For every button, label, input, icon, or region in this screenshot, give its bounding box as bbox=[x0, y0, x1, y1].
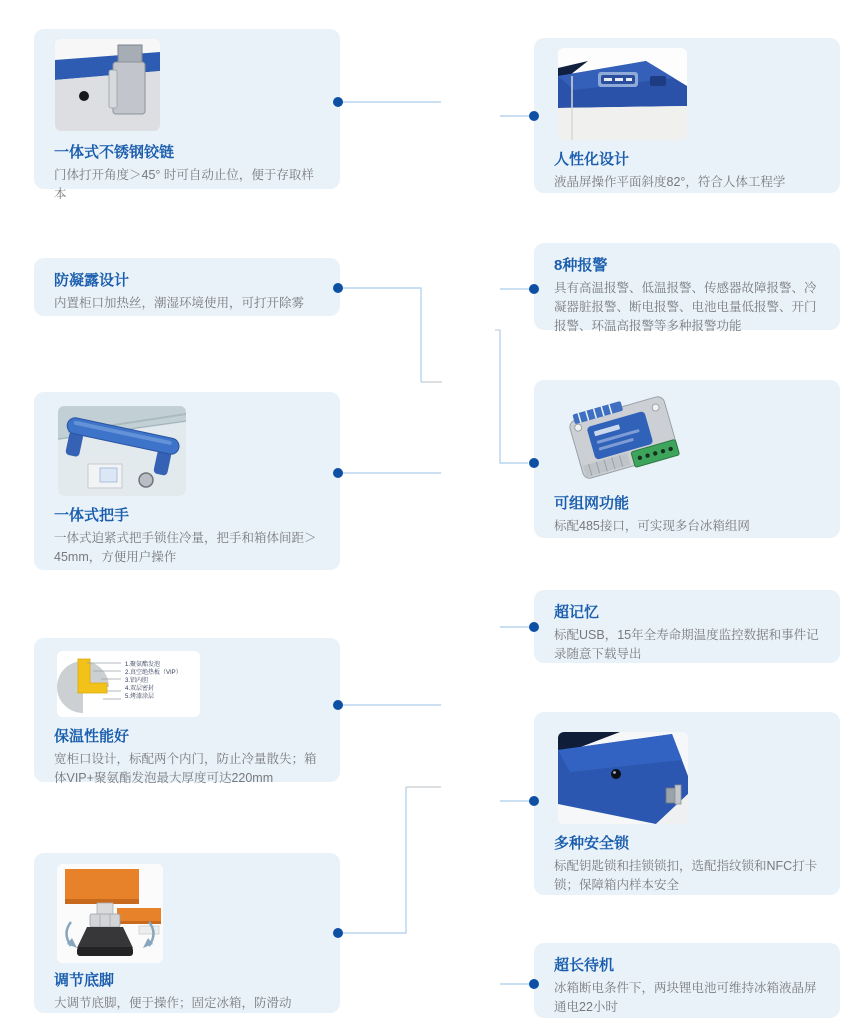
feature-desc: 宽柜口设计，标配两个内门，防止冷量散失；箱体VIP+聚氨酯发泡最大厚度可达220mm bbox=[54, 752, 317, 785]
stainless-steel-hinge-photo bbox=[55, 39, 160, 131]
rs485-network-module-photo bbox=[557, 394, 687, 484]
adjustable-foot-photo bbox=[57, 864, 163, 963]
feature-desc: 标配钥匙锁和挂锁锁扣，选配指纹锁和NFC打卡锁；保障箱内样本安全 bbox=[554, 859, 818, 892]
feature-card-standby bbox=[534, 943, 840, 1018]
feature-card-locks bbox=[534, 712, 840, 895]
diagram-label: 2.真空绝热板（VIP） bbox=[125, 670, 182, 676]
diagram-legend bbox=[125, 661, 182, 701]
feature-title: 人性化设计 bbox=[554, 151, 630, 168]
feature-card-humanized-design bbox=[534, 38, 840, 193]
feature-card-network bbox=[534, 380, 840, 538]
feature-title: 8种报警 bbox=[554, 257, 608, 274]
feature-desc: 标配485接口，可实现多台冰箱组网 bbox=[554, 519, 750, 533]
insulation-cross-section-diagram bbox=[57, 651, 200, 717]
feature-title: 可组网功能 bbox=[554, 495, 630, 512]
integrated-handle-photo bbox=[58, 406, 186, 496]
feature-title: 保温性能好 bbox=[54, 728, 130, 745]
door-lock-photo bbox=[558, 732, 688, 824]
feature-title: 调节底脚 bbox=[54, 972, 115, 989]
feature-card-insulation bbox=[34, 638, 340, 785]
feature-title: 超长待机 bbox=[554, 957, 615, 974]
lcd-control-panel-photo bbox=[558, 48, 687, 140]
feature-card-alarms bbox=[534, 243, 840, 333]
feature-desc: 大调节底脚，便于操作；固定冰箱，防滑动 bbox=[54, 996, 292, 1010]
diagram-label: 5.烤漆涂层 bbox=[125, 694, 155, 700]
diagram-label: 3.铝内胆 bbox=[125, 678, 149, 684]
feature-card-hinge bbox=[34, 29, 340, 201]
feature-title: 多种安全锁 bbox=[554, 835, 630, 852]
feature-card-memory bbox=[534, 590, 840, 663]
feature-card-anti-condensation bbox=[34, 258, 340, 316]
feature-title: 超记忆 bbox=[554, 604, 600, 621]
feature-title: 防凝露设计 bbox=[54, 272, 130, 289]
feature-desc: 内置柜口加热丝，潮湿环境使用，可打开除雾 bbox=[54, 296, 305, 310]
diagram-label: 4.双层密封 bbox=[125, 686, 155, 692]
feature-card-adjustable-foot bbox=[34, 853, 340, 1013]
feature-desc: 一体式迫紧式把手锁住冷量，把手和箱体间距＞45mm，方便用户操作 bbox=[54, 531, 317, 564]
feature-desc: 冰箱断电条件下，两块锂电池可维持冰箱液晶屏通电22小时 bbox=[554, 981, 817, 1014]
feature-desc: 液晶屏操作平面斜度82°，符合人体工程学 bbox=[554, 175, 786, 189]
feature-title: 一体式把手 bbox=[54, 507, 130, 524]
feature-title: 一体式不锈钢铰链 bbox=[54, 144, 175, 161]
feature-desc: 标配USB，15年全寿命期温度监控数据和事件记录随意下载导出 bbox=[554, 628, 819, 661]
diagram-label: 1.聚氨酯发泡 bbox=[125, 662, 161, 668]
feature-desc: 门体打开角度＞45° 时可自动止位，便于存取样本 bbox=[54, 168, 314, 201]
feature-desc: 具有高温报警、低温报警、传感器故障报警、冷凝器脏报警、断电报警、电池电量低报警、开门报警、环温高报警等多种报警功能 bbox=[554, 281, 817, 333]
feature-card-handle bbox=[34, 392, 340, 570]
